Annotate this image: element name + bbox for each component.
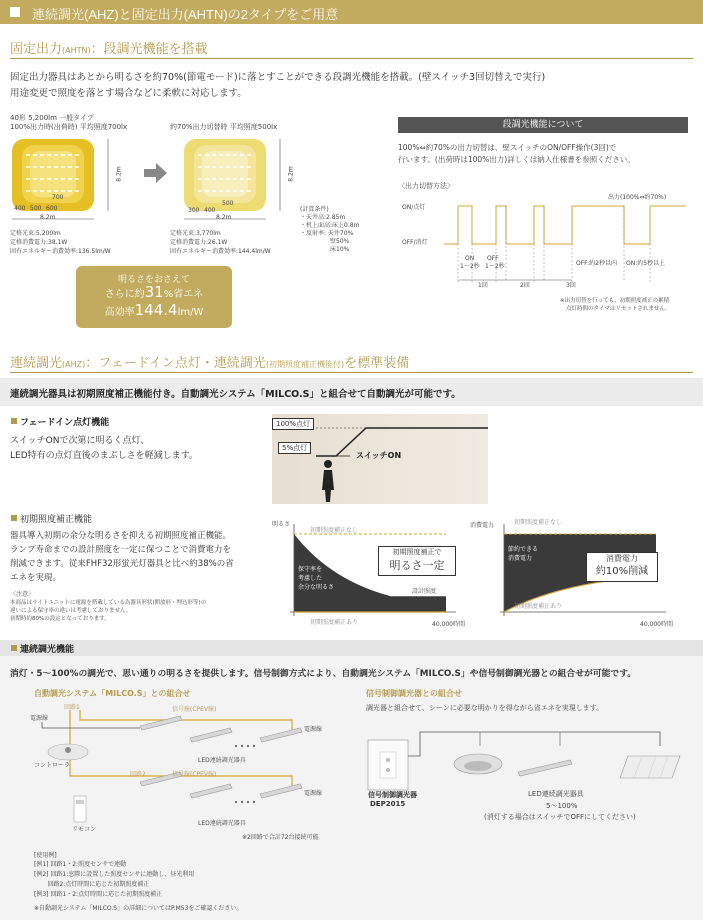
left-dim-width: 8.2m <box>40 214 56 221</box>
calc-1: (計算条件) <box>300 206 329 213</box>
callout-l3a: 高効率 <box>104 307 135 318</box>
right-dim-height: 8.2m <box>287 166 295 182</box>
fade-title: フェードイン点灯機能 <box>20 418 110 428</box>
g1-callout-2: 明るさ一定 <box>389 559 445 572</box>
signal-led-name: LED連続調光器具 <box>528 790 584 798</box>
wave-output-label: 出力(100%⇔約70%) <box>608 194 667 201</box>
led-label-1: LED連続調光器具 <box>198 757 246 764</box>
wave-on-time: ON <box>465 255 475 262</box>
g1-xend: 40,000時間 <box>432 621 465 628</box>
signal2-label: 信号線(CPEV線) <box>172 771 217 778</box>
fade-desc-1: スイッチONで次第に明るく点灯、 <box>10 436 150 446</box>
g1-inner-3: 余分な明るさ <box>298 584 335 591</box>
callout-l3c: lm/W <box>177 307 204 318</box>
fixed-desc-1: 固定出力器具はあとから明るさを約70%(節電モード)に落とすことができる段調光機能を搭載。(壁スイッチ3回切替えで実行) <box>10 72 546 83</box>
dimming-band <box>0 378 703 406</box>
func-box-header <box>398 117 688 133</box>
g1-design-label: 設計照度 <box>412 588 437 595</box>
g1-callout <box>378 546 456 576</box>
right-spec-1: 定格光束:3,770lm <box>170 230 221 237</box>
init-note-3: 違いによる保守率の違いは考慮しておりません。 <box>10 608 132 614</box>
fade-title-marker <box>11 418 17 424</box>
g1-bottom-label: 初期照度補正あり <box>310 619 359 626</box>
callout-line-2 <box>76 285 232 302</box>
power2-label: 電源線 <box>304 790 323 797</box>
g2-inner-2: 消費電力 <box>508 555 533 562</box>
banner-square-icon <box>10 7 20 17</box>
left-caption-2: 100%出力時(出荷時) 平均照度700lx <box>10 123 128 131</box>
right-dim-width: 8.2m <box>216 214 232 221</box>
dimmer-name: 信号制御調光器 <box>368 791 417 799</box>
calc-6: 床10% <box>330 246 350 253</box>
dimming-heading-end: を標準装備 <box>344 356 410 371</box>
signal-range-note: (消灯する場合はスイッチでOFFにしてください) <box>484 813 636 821</box>
right-spec-3: 固有エネルギー消費効率:144.4lm/W <box>170 248 271 255</box>
func-desc-1: 100%⇔約70%の出力切替は、壁スイッチのON/OFF操作(3回)で <box>398 143 617 152</box>
milco-title: 自動調光システム「MILCO.S」との組合せ <box>34 689 191 698</box>
init-desc-4: エネを実現。 <box>10 573 62 583</box>
signal-control-title: 信号制御調光器との組合せ <box>366 689 462 698</box>
dimmer-code: DEP2015 <box>370 800 406 808</box>
continuous-title-marker <box>11 645 17 651</box>
left-contour-400: 400 <box>14 205 26 212</box>
wave-off-label: OFF/消灯 <box>402 239 428 246</box>
usage-note: ※自動調光システム「MILCO.S」の詳細についてはP.M53をご確認ください。 <box>34 905 243 912</box>
right-spec-2: 定格消費電力:26.1W <box>170 239 228 246</box>
signal-control-desc: 調光器と組合せて、シーンに必要な明かりを得ながら省エネを実現します。 <box>366 704 604 712</box>
callout-line-3 <box>76 302 232 321</box>
calc-5: 壁50% <box>330 238 350 245</box>
left-dim-height: 8.2m <box>115 166 123 182</box>
fixed-heading-code: (AHTN) <box>62 46 91 55</box>
left-spec-3: 固有エネルギー消費効率:136.5lm/W <box>10 248 111 255</box>
fixed-heading-rule <box>10 58 693 59</box>
wave-note-1: ※出力切替を行っても、初期照度補正の累積 <box>560 298 670 304</box>
signal1-label: 信号線(CPEV線) <box>172 706 217 713</box>
callout-l2b: 31 <box>144 283 164 301</box>
continuous-desc: 消灯・5〜100%の調光で、思い通りの明るさを提供します。信号制御方式により、自動調光システム「MILCO.S」や信号制御調光器との組合せが可能です。 <box>10 669 637 679</box>
callout-l2a: さらに約 <box>104 289 145 300</box>
right-contour-400: 400 <box>204 207 216 214</box>
fade-5-label: 5%点灯 <box>278 442 311 454</box>
top-banner <box>0 0 703 24</box>
right-contour-300: 300 <box>188 207 200 214</box>
wave-off-time2: 1〜2秒 <box>485 263 505 270</box>
continuous-title: 連続調光機能 <box>20 645 75 655</box>
g1-callout-1: 初期照度補正で <box>392 548 442 556</box>
wave-on-limit: ON:約5秒以上 <box>626 260 666 267</box>
wave-count-2: 2回 <box>520 282 530 289</box>
init-desc-2: ランプ寿命までの設計照度を一定に保つことで消費電力を <box>10 545 232 555</box>
circuit1-label: 回路1 <box>64 704 80 711</box>
init-desc-1: 器具導入初期の余分な明るさを抑える初期照度補正機能。 <box>10 531 232 541</box>
wave-note-2: 点灯時間のタイマはリセットされません。 <box>566 306 671 312</box>
g2-top-label: 初期照度補正なし <box>514 519 563 526</box>
wave-off-time: OFF <box>487 255 499 262</box>
usage-2: [例2] 回路1:窓際に設置した照度センサに連動し、昼光利用 <box>34 871 195 878</box>
remote-label: リモコン <box>72 826 97 833</box>
left-contour-700: 700 <box>52 194 64 201</box>
init-title-marker <box>11 515 17 521</box>
fade-image <box>272 414 488 504</box>
left-caption-1: 40形 5,200lm 一般タイプ <box>10 114 94 122</box>
g2-ylabel: 消費電力 <box>470 522 495 529</box>
g2-bottom-label: 初期照度補正あり <box>514 603 563 610</box>
dimming-heading-mid: ：フェードイン点灯・連続調光 <box>85 356 266 371</box>
wave-on-time2: 1〜2秒 <box>460 263 480 270</box>
left-contour-600: 600 <box>46 205 58 212</box>
calc-3: ・机上面高:床上0.8m <box>300 222 360 229</box>
fade-desc-2: LED特有の点灯直後のまぶしさを軽減します。 <box>10 451 198 461</box>
power-label-left: 電源線 <box>30 715 49 722</box>
left-spec-1: 定格光束:5,200lm <box>10 230 61 237</box>
fixed-heading <box>10 38 208 57</box>
right-arrow-icon <box>144 162 168 184</box>
fade-100-label: 100%点灯 <box>272 418 314 430</box>
init-note-4: 初期時約80%の設定となっております。 <box>10 616 110 622</box>
switch-method-title: 〈出力切替方法〉 <box>398 182 454 190</box>
g2-callout <box>586 552 658 582</box>
fixed-desc-2: 用途変更で照度を落とす場合などに柔軟に対応します。 <box>10 88 247 99</box>
func-box-title: 段調光機能について <box>502 120 584 130</box>
fixed-heading-rest: ：段調光機能を搭載 <box>90 42 208 57</box>
power1-label: 電源線 <box>304 726 323 733</box>
wave-on-label: ON/点灯 <box>402 204 426 211</box>
g1-ylabel: 明るさ <box>272 521 291 528</box>
g1-inner-1: 保守率を <box>298 566 323 573</box>
left-illuminance-diagram <box>8 133 128 225</box>
g2-inner-1: 節約できる <box>508 546 539 553</box>
wave-off-limit: OFF:約2秒以内 <box>576 260 617 267</box>
g2-xend: 40,000時間 <box>640 621 673 628</box>
init-note-1: 〈注意〉 <box>10 591 35 598</box>
left-contour-500: 500 <box>30 205 42 212</box>
func-desc-2: 行います。(出荷時は100%出力)詳しくは納入仕様書を参照ください。 <box>398 155 635 164</box>
switch-waveform <box>440 196 690 296</box>
milco-wiring-diagram <box>30 700 350 840</box>
init-note-2: 本商品はライトユニットに電源を搭載している為器具形状(開放形・埋込形等)の <box>10 600 207 606</box>
fade-switch-label: スイッチON <box>356 451 402 460</box>
dimming-heading-paren: (初期照度補正機能付) <box>265 360 345 369</box>
dimming-heading <box>10 352 409 371</box>
g2-callout-1: 消費電力 <box>606 554 638 563</box>
signal-control-diagram <box>360 716 690 796</box>
wave-count-1: 1回 <box>478 282 488 289</box>
callout-l3b: 144.4 <box>134 301 178 319</box>
dimming-heading-rule <box>10 372 693 373</box>
callout-l2c: %省エネ <box>163 289 204 300</box>
note-72: ※2回路で合計72台接続可能 <box>242 834 319 841</box>
calc-2: ・天井高:2.85m <box>300 214 346 221</box>
left-spec-2: 定格消費電力:38.1W <box>10 239 68 246</box>
banner-title: 連続調光(AHZ)と固定出力(AHTN)の2タイプをご用意 <box>32 7 339 22</box>
g2-callout-2: 約10%削減 <box>595 566 649 577</box>
dimming-band-text: 連続調光器具は初期照度補正機能付き。自動調光システム「MILCO.S」と組合せて自動調光が可能です。 <box>10 389 461 400</box>
right-caption: 約70%出力切替時 平均照度500lx <box>170 123 278 131</box>
usage-title: [使用例] <box>34 852 57 859</box>
usage-1: [例1] 回路1・2:照度センサで連動 <box>34 861 127 868</box>
init-desc-3: 削減できます。従来FHF32形蛍光灯器具と比べ約38%の省 <box>10 559 234 569</box>
dimming-heading-main: 連続調光 <box>10 356 63 371</box>
init-title: 初期照度補正機能 <box>20 515 93 525</box>
usage-3: 回路2:点灯時間に応じた初期照度補正 <box>34 881 150 888</box>
signal-range: 5〜100% <box>546 802 578 810</box>
wave-count-3: 3回 <box>566 282 576 289</box>
calc-4: ・反射率: 天井70% <box>300 230 354 237</box>
continuous-header-band <box>0 640 703 656</box>
fixed-heading-main: 固定出力 <box>10 42 63 57</box>
controller-label: コントローラ <box>34 762 71 769</box>
callout-line-1: 明るさをおさえて <box>117 275 190 285</box>
g1-top-label: 初期照度補正なし <box>310 527 359 534</box>
usage-4: [例3] 回路1・2:点灯時間に応じた初期照度補正 <box>34 891 163 898</box>
led-label-2: LED連続調光器具 <box>198 820 246 827</box>
savings-callout <box>76 266 232 328</box>
circuit2-label: 回路2 <box>130 771 146 778</box>
dimming-heading-code: (AHZ) <box>62 360 86 369</box>
g1-inner-2: 考慮した <box>298 575 323 582</box>
right-contour-500: 500 <box>222 200 234 207</box>
